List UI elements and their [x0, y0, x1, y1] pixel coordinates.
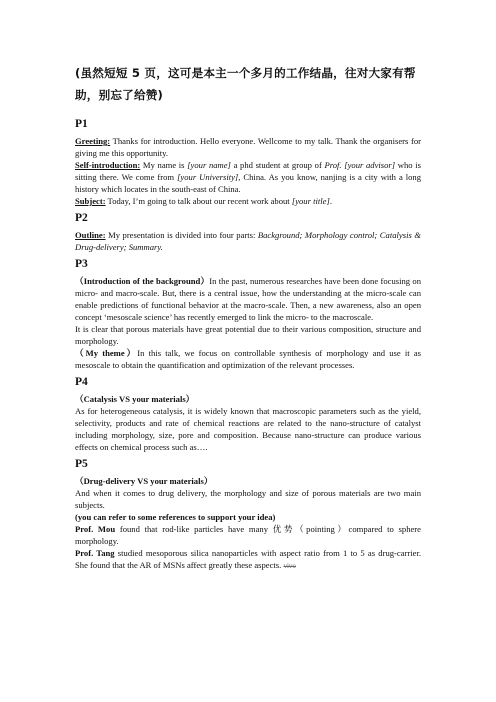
tang-text: studied mesoporous silica nanoparticles with aspect ratio from 1 to 5 as drug-carrier. She found that the AR of MSNs affect greatly these aspects. — [75, 548, 421, 570]
placeholder-university: [your University] — [177, 172, 239, 182]
self-intro-label: Self-introduction: — [75, 160, 141, 170]
placeholder-advisor: Prof. [your advisor] — [324, 160, 396, 170]
mou-paragraph — [75, 523, 421, 547]
outline-parts: Background; Morphology control; Catalysis & Drug-delivery; Summary. — [75, 230, 421, 252]
page-heading-p1: P1 — [75, 118, 88, 130]
page-heading-p2: P2 — [75, 212, 88, 224]
section-p3 — [75, 256, 421, 371]
mou-text: found that rod-like particles have many 优势（pointing）compared to sphere morphology. — [75, 524, 421, 546]
self-intro-text-a: My name is — [140, 160, 188, 170]
materials-paragraph: It is clear that porous materials have great potential due to their various composition, structure and morphology. — [75, 324, 421, 346]
theme-paragraph — [75, 347, 421, 371]
self-intro-paragraph — [75, 159, 421, 195]
intro-note: (虽然短短 5 页，这可是本主一个多月的工作结晶，往对大家有帮助，别忘了给赞) — [75, 66, 416, 102]
mou-name: Prof. Mou — [75, 524, 116, 534]
subject-label: Subject: — [75, 196, 106, 206]
background-label: （Introduction of the background） — [75, 276, 210, 286]
section-p1 — [75, 116, 421, 207]
section-p4 — [75, 374, 421, 453]
greeting-paragraph — [75, 135, 421, 159]
outline-paragraph — [75, 229, 421, 253]
greeting-text: Thanks for introduction. Hello everyone. Wellcome to my talk. Thank the organisers for giving me this opportunity. — [75, 136, 421, 158]
outline-label: Outline: — [75, 230, 106, 240]
greeting-label: Greeting: — [75, 136, 111, 146]
section-p5 — [75, 456, 421, 572]
outline-text: My presentation is divided into four parts: — [105, 230, 258, 240]
tang-paragraph — [75, 547, 421, 572]
self-intro-text-d: , China. As you know, nanjing is a city with a long history which locates in the south-east of China. — [75, 172, 422, 194]
placeholder-title: [your title] — [291, 196, 330, 206]
document-page — [75, 62, 421, 572]
tang-name: Prof. Tang — [75, 548, 115, 558]
subject-text-b: . — [329, 196, 332, 206]
subject-paragraph — [75, 195, 421, 207]
self-intro-text-b: a phd student at group of — [230, 160, 325, 170]
catalysis-label: （Catalysis VS your materials） — [75, 394, 195, 404]
background-text: In the past, numerous researches have been done focusing on micro- and macro-scale. But, there is a central issue, how the understanding at the micro-scale can enable predictions of functional behavior at the macro-scale. Then, a new awareness, also an open concept ‘mesoscale science’ has recently emerged to link the micro- to the macroscale. — [75, 276, 422, 322]
self-intro-text-c: who is sitting there. We come from — [75, 160, 421, 182]
subject-text-a: Today, I’m going to talk about our recent work about — [105, 196, 292, 206]
drug-delivery-label: （Drug-delivery VS your materials） — [75, 476, 213, 486]
struck-word: vivo — [283, 562, 296, 570]
page-heading-p3: P3 — [75, 258, 88, 270]
placeholder-name: [your name] — [187, 160, 231, 170]
theme-label: （My theme） — [75, 348, 138, 358]
reference-note: (you can refer to some references to support your idea) — [75, 512, 276, 522]
page-heading-p4: P4 — [75, 376, 88, 388]
section-p2 — [75, 210, 421, 253]
drug-delivery-paragraph: And when it comes to drug delivery, the morphology and size of porous materials are two main subjects. — [75, 488, 421, 510]
catalysis-paragraph: As for heterogeneous catalysis, it is widely known that macroscopic parameters such as the yield, selectivity, products and rate of chemical reactions are related to the nano-structure of catalyst including morphology, size, pore and composition. Because nano-structure can produce various effects on chemical process such as…. — [75, 406, 421, 452]
background-paragraph — [75, 275, 421, 323]
page-heading-p5: P5 — [75, 458, 88, 470]
theme-text: In this talk, we focus on controllable synthesis of morphology and use it as mesoscale to obtain the quantification and optimization of the relevant processes. — [75, 348, 421, 370]
